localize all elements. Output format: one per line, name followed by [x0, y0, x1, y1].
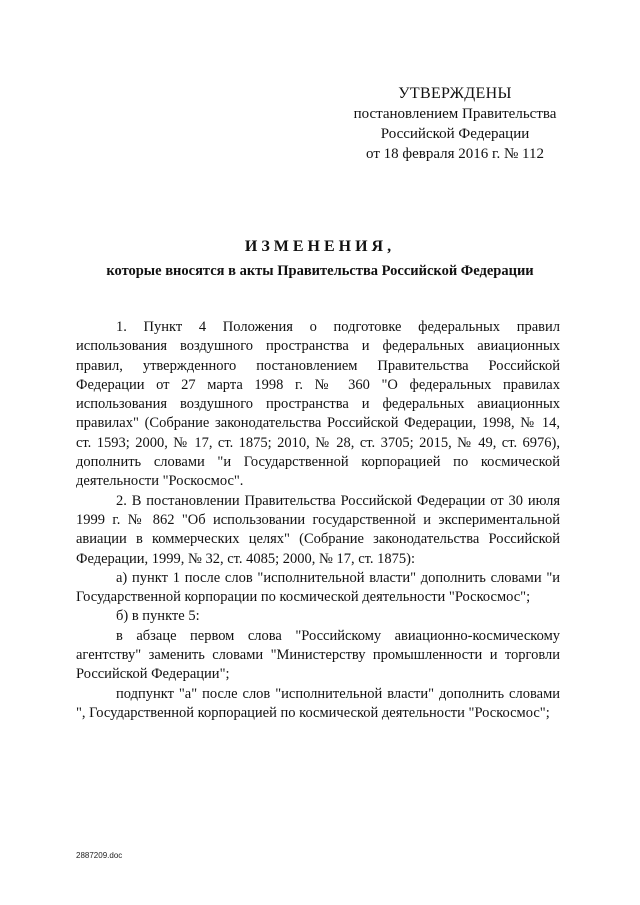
approval-line-date: от 18 февраля 2016 г. № 112 [366, 146, 544, 162]
document-body [76, 318, 560, 723]
paragraph-2a: а) пункт 1 после слов "исполнительной власти" дополнить словами "и Государственной корпорации по космической деятельности "Роскосмос"; [76, 569, 560, 606]
document-subtitle: которые вносятся в акты Правительства Российской Федерации [106, 263, 534, 279]
approval-line-country: Российской Федерации [380, 126, 530, 142]
paragraph-2b-1: в абзаце первом слова "Российскому авиационно-космическому агентству" заменить словами "Министерству промышленности и торговли Российской Федерации"; [76, 627, 560, 683]
paragraph-2: 2. В постановлении Правительства Российской Федерации от 30 июля 1999 г. № 862 "Об использовании государственной и экспериментальной авиации в коммерческих целях" (Собрание законодательства Российской Федерации, 1999, № 32, ст. 4085; 2000, № 17, ст. 1875): [76, 492, 560, 567]
document-title: ИЗМЕНЕНИЯ, [244, 238, 396, 255]
approval-block [340, 84, 570, 164]
paragraph-1: 1. Пункт 4 Положения о подготовке федеральных правил использования воздушного пространства и федеральных авиационных правил, утвержденного постановлением Правительства Российской Федерации от 27 марта 1998 г. № 360 "О федеральных правилах использования воздушного пространства и федеральных авиационных правилах" (Собрание законодательства Российской Федерации, 1998, № 14, ст. 1593; 2000, № 17, ст. 1875; 2010, № 28, ст. 3705; 2015, № 49, ст. 6976), дополнить словами "и Государственной корпорацией по космической деятельности "Роскосмос". [76, 319, 560, 490]
approval-line-decree: постановлением Правительства [353, 106, 557, 122]
paragraph-2b-2: подпункт "а" после слов "исполнительной власти" дополнить словами ", Государственной корпорацией по космической деятельности "Роскосмос"; [76, 685, 560, 721]
file-name-footer: 2887209.doc [76, 851, 123, 860]
approval-heading: УТВЕРЖДЕНЫ [398, 85, 512, 102]
paragraph-2b: б) в пункте 5: [116, 608, 200, 625]
